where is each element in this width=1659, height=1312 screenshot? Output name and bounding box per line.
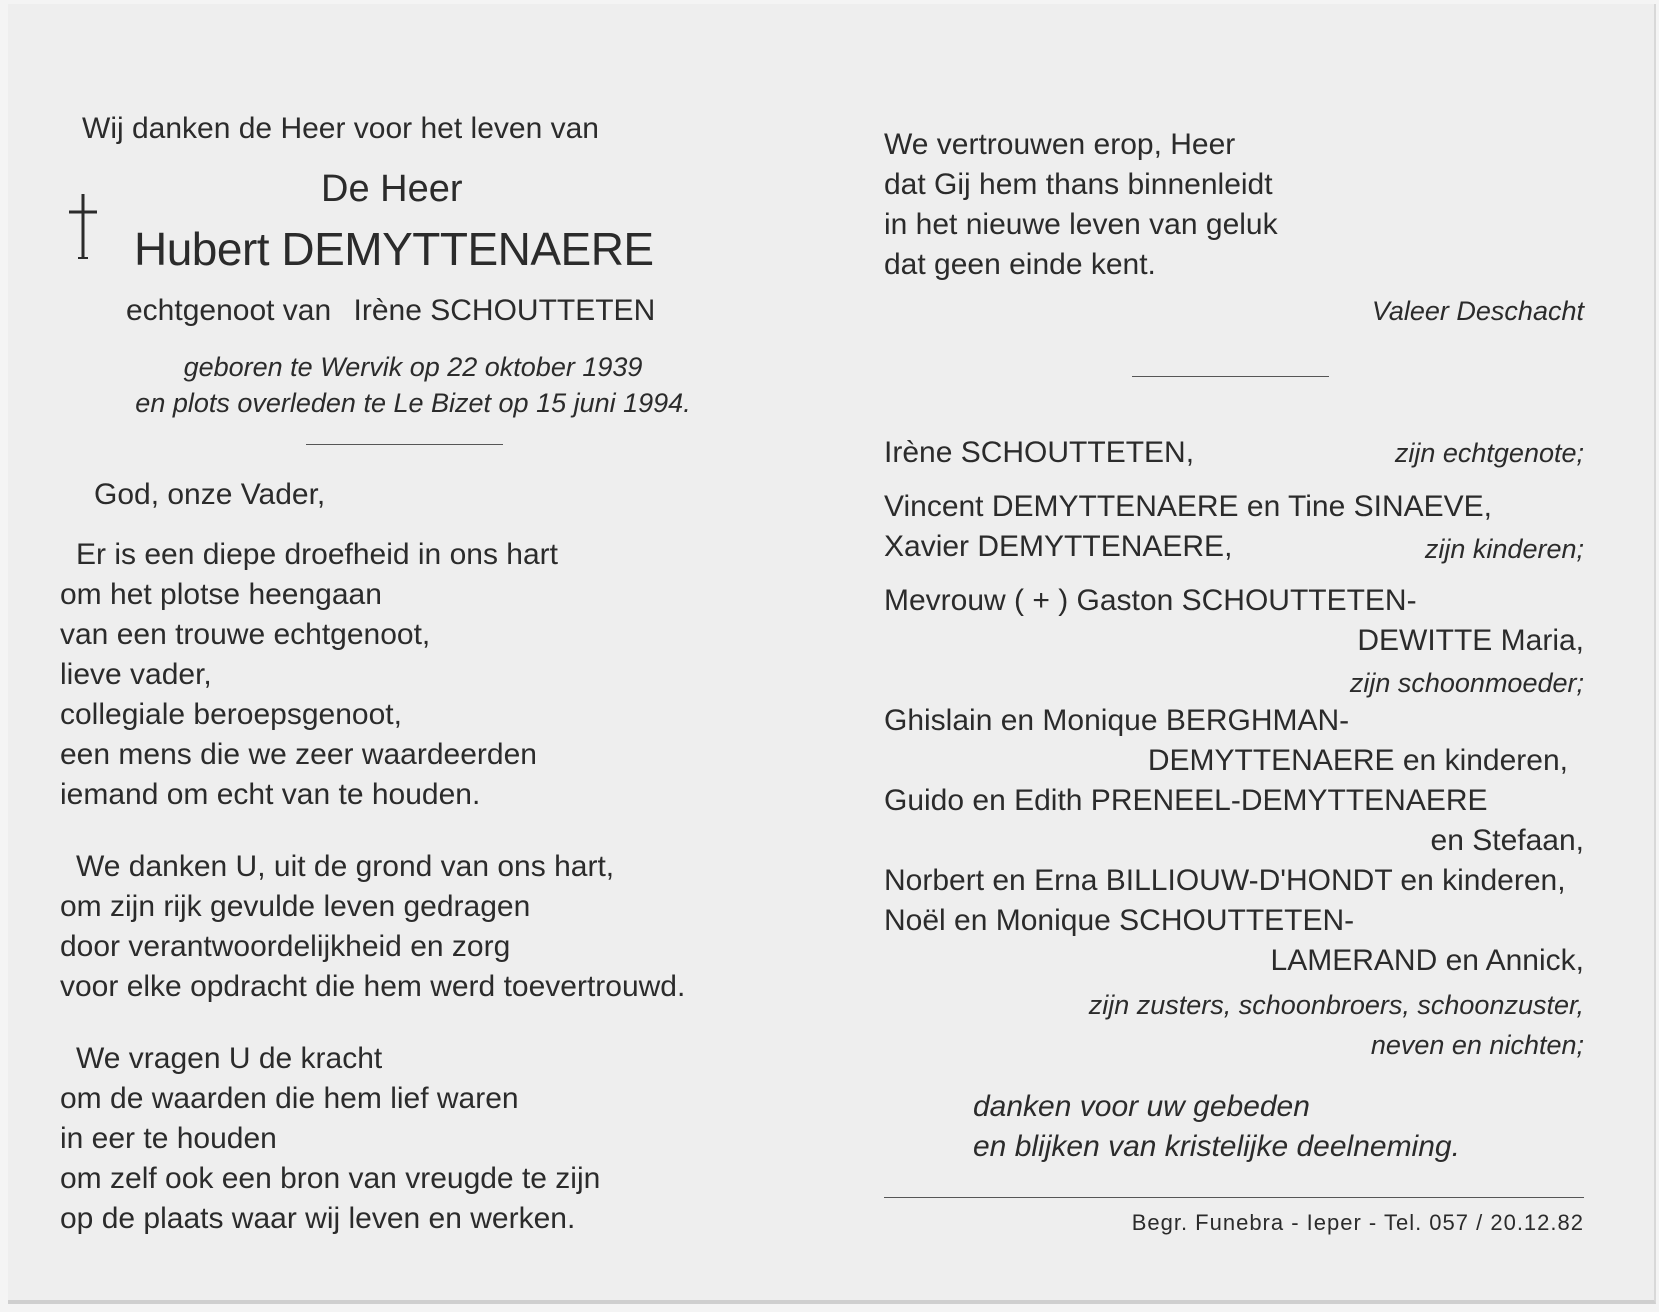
- footer-printer: Begr. Funebra - Ieper - Tel. 057 / 20.12.82: [1131, 1210, 1584, 1235]
- stanza2-line: We danken U, uit de grond van ons hart,: [76, 850, 615, 883]
- poem-line: We vertrouwen erop, Heer: [884, 128, 1236, 161]
- family-line: Ghislain en Monique BERGHMAN-: [884, 704, 1350, 737]
- stanza2-line: om zijn rijk gevulde leven gedragen: [60, 890, 531, 923]
- poem-line: in het nieuwe leven van geluk: [884, 208, 1278, 241]
- deceased-name: Hubert DEMYTTENAERE: [134, 223, 654, 275]
- thanks-line: en blijken van kristelijke deelneming.: [973, 1130, 1460, 1163]
- birth-line: geboren te Wervik op 22 oktober 1939: [183, 352, 643, 382]
- stanza1-line: lieve vader,: [60, 658, 212, 691]
- spouse-line: [126, 294, 655, 328]
- memorial-card: [8, 4, 1656, 1304]
- thanks-line: danken voor uw gebeden: [973, 1090, 1310, 1123]
- intro-line: Wij danken de Heer voor het leven van: [82, 112, 599, 145]
- spouse-name: Irène SCHOUTTETEN: [353, 294, 656, 327]
- family-line: DEWITTE Maria,: [1357, 624, 1584, 657]
- stanza1-line: om het plotse heengaan: [60, 578, 382, 611]
- stanza3-line: We vragen U de kracht: [76, 1042, 383, 1075]
- spouse-label: echtgenoot van: [126, 294, 332, 327]
- family-line: Vincent DEMYTTENAERE en Tine SINAEVE,: [884, 490, 1493, 523]
- family-line: DEMYTTENAERE en kinderen,: [1147, 744, 1568, 777]
- stanza1-line: van een trouwe echtgenoot,: [60, 618, 431, 651]
- right-separator: [1132, 376, 1329, 377]
- family-role: zijn echtgenote;: [1394, 438, 1584, 468]
- stanza3-line: in eer te houden: [60, 1122, 277, 1155]
- stanza2-line: door verantwoordelijkheid en zorg: [60, 930, 511, 963]
- family-line: Norbert en Erna BILLIOUW-D'HONDT en kinderen,: [884, 864, 1566, 897]
- stanza1-line: een mens die we zeer waardeerden: [60, 738, 537, 771]
- family-line: Irène SCHOUTTETEN,: [884, 436, 1195, 469]
- family-role: neven en nichten;: [1370, 1030, 1584, 1060]
- family-role: zijn schoonmoeder;: [1349, 668, 1584, 698]
- poem-author: Valeer Deschacht: [1371, 296, 1584, 326]
- stanza3-line: op de plaats waar wij leven en werken.: [60, 1202, 576, 1235]
- salutation: De Heer: [321, 168, 463, 210]
- stanza1-line: iemand om echt van te houden.: [60, 778, 481, 811]
- stanza3-line: om de waarden die hem lief waren: [60, 1082, 519, 1115]
- family-line: Guido en Edith PRENEEL-DEMYTTENAERE: [884, 784, 1488, 817]
- cross-icon: [66, 192, 100, 262]
- stanza2-line: voor elke opdracht die hem werd toevertrouwd.: [60, 970, 686, 1003]
- family-line: en Stefaan,: [1430, 824, 1584, 857]
- family-line: Noël en Monique SCHOUTTETEN-: [884, 904, 1355, 937]
- poem-line: dat geen einde kent.: [884, 248, 1156, 281]
- stanza3-line: om zelf ook een bron van vreugde te zijn: [60, 1162, 601, 1195]
- stanza1-line: Er is een diepe droefheid in ons hart: [76, 538, 558, 571]
- family-line: Mevrouw ( + ) Gaston SCHOUTTETEN-: [884, 584, 1417, 617]
- poem-line: dat Gij hem thans binnenleidt: [884, 168, 1273, 201]
- family-line: Xavier DEMYTTENAERE,: [884, 530, 1233, 563]
- family-role: zijn zusters, schoonbroers, schoonzuster,: [1088, 990, 1584, 1020]
- death-line: en plots overleden te Le Bizet op 15 juni 1994.: [135, 388, 691, 418]
- family-line: LAMERAND en Annick,: [1270, 944, 1584, 977]
- footer-rule: [884, 1197, 1584, 1198]
- prayer-title: God, onze Vader,: [94, 478, 326, 511]
- left-separator: [306, 444, 503, 445]
- stanza1-line: collegiale beroepsgenoot,: [60, 698, 402, 731]
- family-role: zijn kinderen;: [1424, 534, 1584, 564]
